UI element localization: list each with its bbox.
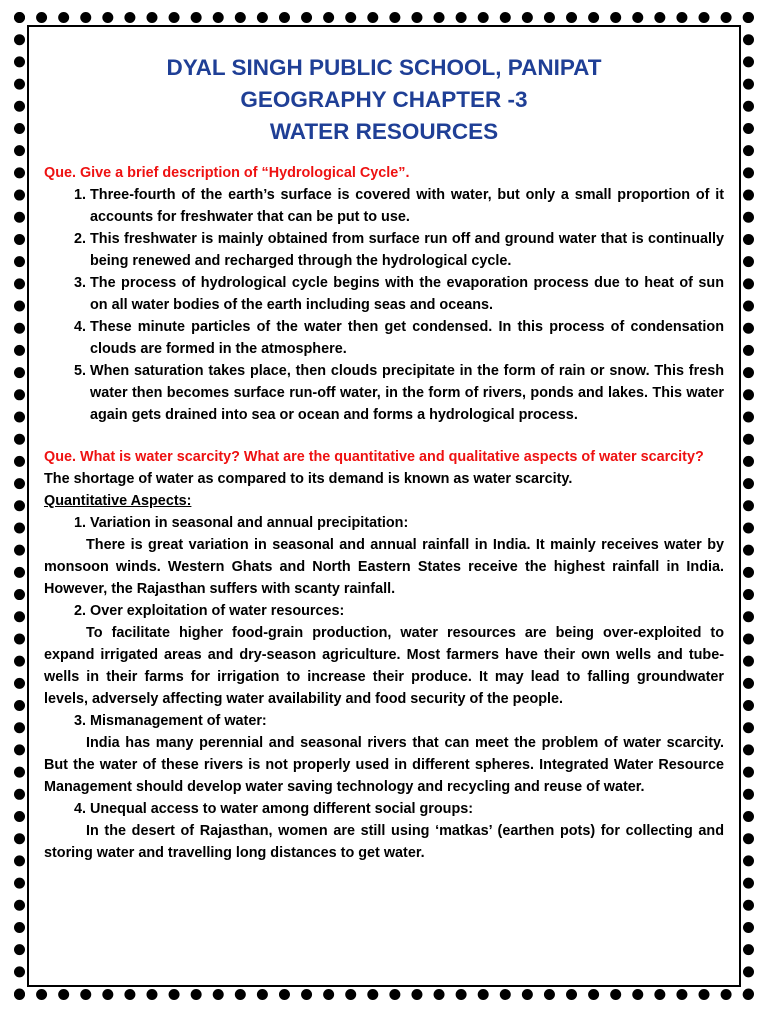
aspect-body: In the desert of Rajasthan, women are still using ‘matkas’ (earthen pots) for collecting and storing water and travelling long distances to get water.: [44, 823, 724, 861]
question-1: Que. Give a brief description of “Hydrological Cycle”.: [44, 165, 410, 181]
question-2: Que. What is water scarcity? What are the quantitative and qualitative aspects of water scarcity?: [44, 449, 704, 465]
list-item: 3. The process of hydrological cycle begins with the evaporation process due to heat of sun on all water bodies of the earth including seas and oceans.: [90, 272, 724, 316]
chapter-title: GEOGRAPHY CHAPTER -3: [240, 87, 528, 112]
subheading-quantitative: Quantitative Aspects:: [44, 493, 192, 509]
aspect-item: [90, 600, 724, 622]
list-item: 5. When saturation takes place, then clouds precipitate in the form of rain or snow. This fresh water then becomes surface run-off water, in the form of rivers, ponds and lakes. This water again gets drained into sea or ocean and forms a hydrological process.: [90, 360, 724, 426]
aspect-body: To facilitate higher food-grain production, water resources are being over-exploited to expand irrigated areas and dry-season agriculture. Most farmers have their own wells and tube-wells in their farms for irrigation to increase their produce. It may lead to falling groundwater levels, adversely affecting water availability and food security of the people.: [44, 625, 724, 707]
aspect-title: Over exploitation of water resources:: [90, 603, 345, 619]
list-item: 1. Three-fourth of the earth’s surface is covered with water, but only a small proportion of it accounts for freshwater that can be put to use.: [90, 184, 724, 228]
aspect-item: [90, 798, 724, 820]
aspects-list: [44, 798, 724, 820]
aspect-title: Unequal access to water among different social groups:: [90, 801, 474, 817]
aspects-list: [44, 512, 724, 534]
aspect-body: India has many perennial and seasonal rivers that can meet the problem of water scarcity. But the water of these rivers is not properly used in different spheres. Integrated Water Resource Management should develop water saving technology and recycling and reuse of water.: [44, 735, 724, 795]
list-item: 4. These minute particles of the water then get condensed. In this process of condensation clouds are formed in the atmosphere.: [90, 316, 724, 360]
question-2-answer: The shortage of water as compared to its demand is known as water scarcity.: [44, 471, 573, 487]
topic-title: WATER RESOURCES: [269, 119, 499, 144]
aspects-list: [44, 710, 724, 732]
document-body: [44, 52, 724, 864]
aspect-body: There is great variation in seasonal and annual rainfall in India. It mainly receives water by monsoon winds. Western Ghats and North Eastern States receive the highest rainfall in India. However, the Rajasthan suffers with scanty rainfall.: [44, 537, 724, 597]
aspect-item: [90, 512, 724, 534]
aspect-title: Mismanagement of water:: [90, 713, 267, 729]
school-title: DYAL SINGH PUBLIC SCHOOL, PANIPAT: [166, 55, 602, 80]
aspect-item: [90, 710, 724, 732]
aspects-list: [44, 600, 724, 622]
aspect-title: Variation in seasonal and annual precipitation:: [90, 515, 409, 531]
list-item: 2. This freshwater is mainly obtained from surface run off and ground water that is continually being renewed and recharged through the hydrological cycle.: [90, 228, 724, 272]
question-1-answer-list: [44, 184, 724, 426]
